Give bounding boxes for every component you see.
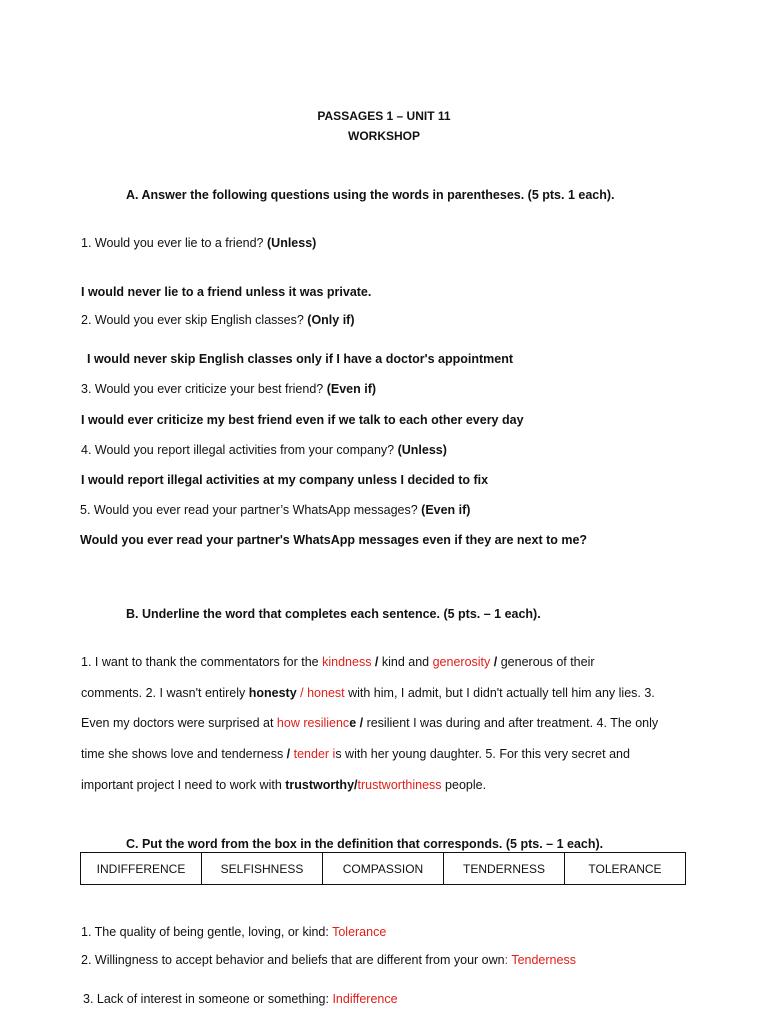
sentence-text: important project I need to work with	[81, 778, 286, 792]
answer-3: I would ever criticize my best friend even if we talk to each other every day	[81, 413, 524, 427]
section-b-line	[81, 686, 655, 700]
question-text: 3. Would you ever criticize your best friend?	[81, 382, 327, 396]
definition-text: 2. Willingness to accept behavior and beliefs that are different from your own	[81, 953, 505, 967]
answer-5: Would you ever read your partner's WhatsApp messages even if they are next to me?	[80, 533, 588, 547]
sentence-text: comments. 2. I wasn't entirely	[81, 686, 249, 700]
question-hint: (Even if)	[421, 503, 471, 517]
section-b-line	[81, 778, 486, 792]
section-b-line	[81, 747, 630, 761]
sentence-text: 1. I want to thank the commentators for the	[81, 655, 323, 669]
word-box-cell: TOLERANCE	[565, 853, 686, 885]
answer-4: I would report illegal activities at my company unless I decided to fix	[81, 473, 489, 487]
question-hint: (Unless)	[397, 443, 447, 457]
answer-1: I would never lie to a friend unless it was private.	[81, 285, 372, 299]
definition-1	[81, 925, 386, 939]
sentence-text: /	[490, 655, 501, 669]
document-title: PASSAGES 1 – UNIT 11	[317, 109, 451, 123]
question-hint: (Even if)	[326, 382, 377, 396]
question-hint: (Unless)	[267, 236, 317, 250]
sentence-text: /	[356, 716, 367, 730]
highlighted-word: generosity	[432, 655, 491, 669]
sentence-text: s with her young daughter. 5. For this very secret and	[335, 747, 630, 761]
question-text: 2. Would you ever skip English classes?	[81, 313, 308, 327]
section-b-heading: B. Underline the word that completes each sentence. (5 pts. – 1 each).	[126, 607, 541, 621]
sentence-text: /	[286, 747, 291, 761]
question-1	[81, 236, 316, 250]
sentence-text: Even my doctors were surprised at	[81, 716, 277, 730]
section-b-line	[81, 655, 595, 669]
sentence-text: resilient I was during and after treatment. 4. The only	[366, 716, 659, 730]
sentence-text: honesty	[248, 686, 297, 700]
question-4	[81, 443, 447, 457]
question-text: 5. Would you ever read your partner’s WhatsApp messages?	[80, 503, 422, 517]
document-subtitle: WORKSHOP	[348, 129, 420, 143]
sentence-text: people.	[441, 778, 487, 792]
question-text: 4. Would you report illegal activities from your company?	[81, 443, 398, 457]
definition-answer: Indifference	[332, 992, 398, 1006]
word-box-cell: COMPASSION	[323, 853, 444, 885]
word-box-cell: INDIFFERENCE	[81, 853, 202, 885]
word-box-cell: TENDERNESS	[444, 853, 565, 885]
word-box	[80, 852, 686, 885]
section-b-line	[81, 716, 658, 730]
section-c-heading: C. Put the word from the box in the definition that corresponds. (5 pts. – 1 each).	[126, 837, 604, 851]
question-text: 1. Would you ever lie to a friend?	[81, 236, 267, 250]
question-5	[80, 503, 470, 517]
definition-text: 3. Lack of interest in someone or something:	[83, 992, 333, 1006]
sentence-text: e	[349, 716, 357, 730]
definition-text: 1. The quality of being gentle, loving, or kind:	[81, 925, 333, 939]
definition-3	[83, 992, 398, 1006]
highlighted-word: kindness	[322, 655, 372, 669]
sentence-text: generous of their	[500, 655, 595, 669]
question-hint: (Only if)	[307, 313, 355, 327]
sentence-text: trustworthy/	[285, 778, 358, 792]
word-box-cell: SELFISHNESS	[202, 853, 323, 885]
sentence-text: kind and	[381, 655, 433, 669]
answer-2: I would never skip English classes only if I have a doctor's appointment	[87, 352, 513, 366]
sentence-text: with him, I admit, but I didn't actually tell him any lies. 3.	[344, 686, 655, 700]
highlighted-word: how resilienc	[276, 716, 350, 730]
highlighted-word: trustworthiness	[357, 778, 442, 792]
definition-answer: : Tenderness	[504, 953, 576, 967]
definition-2	[81, 953, 576, 967]
highlighted-word: / honest	[296, 686, 345, 700]
question-3	[81, 382, 376, 396]
sentence-text: /	[371, 655, 382, 669]
highlighted-word: tender i	[290, 747, 336, 761]
sentence-text: time she shows love and tenderness	[81, 747, 287, 761]
definition-answer: Tolerance	[332, 925, 387, 939]
section-a-heading: A. Answer the following questions using the words in parentheses. (5 pts. 1 each).	[126, 188, 615, 202]
question-2	[81, 313, 355, 327]
